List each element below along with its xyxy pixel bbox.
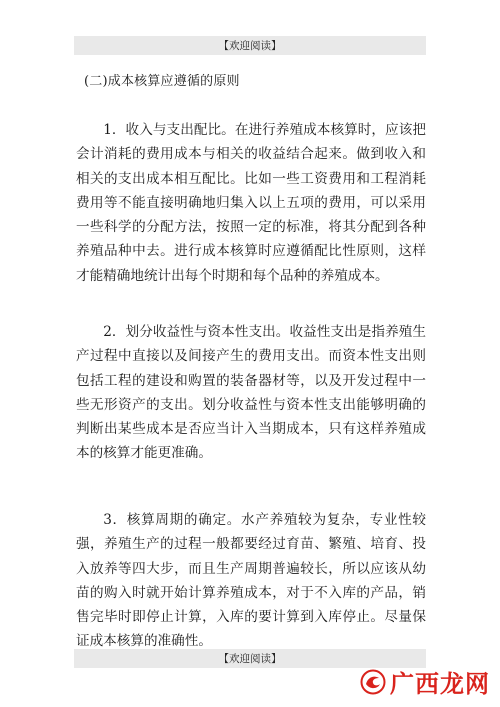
header-banner — [74, 36, 426, 55]
paragraph-1: 1．收入与支出配比。在进行养殖成本核算时，应该把会计消耗的费用成本与相关的收益结合起来。做到收入和相关的支出成本相互配比。比如一些工资费用和工程消耗费用等不能直接明确地归集入以上五项的费用，可以采用一些科学的分配方法，按照一定的标准，将其分配到各种养殖品种中去。进行成本核算时应遵循配比性原则，这样才能精确地统计出每个时期和每个品种的养殖成本。 — [76, 122, 426, 284]
paragraph-2: 2．划分收益性与资本性支出。收益性支出是指养殖生产过程中直接以及间接产生的费用支出。而资本性支出则包括工程的建设和购置的装备器材等，以及开发过程中一些无形资产的支出。划分收益性与资本性支出能够明确的判断出某些成本是否应当计入当期成本，只有这样养殖成本的核算才能更准确。 — [76, 324, 426, 462]
footer-label: 【欢迎阅读】 — [218, 653, 282, 665]
watermark-text: 广西龙网 — [390, 670, 490, 698]
section-heading: (二)成本核算应遵循的原则 — [84, 74, 240, 89]
site-watermark — [360, 664, 490, 699]
paragraph-3: 3．核算周期的确定。水产养殖较为复杂，专业性较强，养殖生产的过程一般都要经过育苗、繁殖、培育、投入放养等四大步，而且生产周期普遍较长，所以应该从幼苗的购入时就开始计算养殖成本，对于不入库的产品，销售完毕时即停止计算，入库的要计算到入库停止。尽量保证成本核算的准确性。 — [76, 512, 426, 650]
dragon-logo-icon — [360, 669, 386, 695]
header-label: 【欢迎阅读】 — [218, 40, 282, 52]
